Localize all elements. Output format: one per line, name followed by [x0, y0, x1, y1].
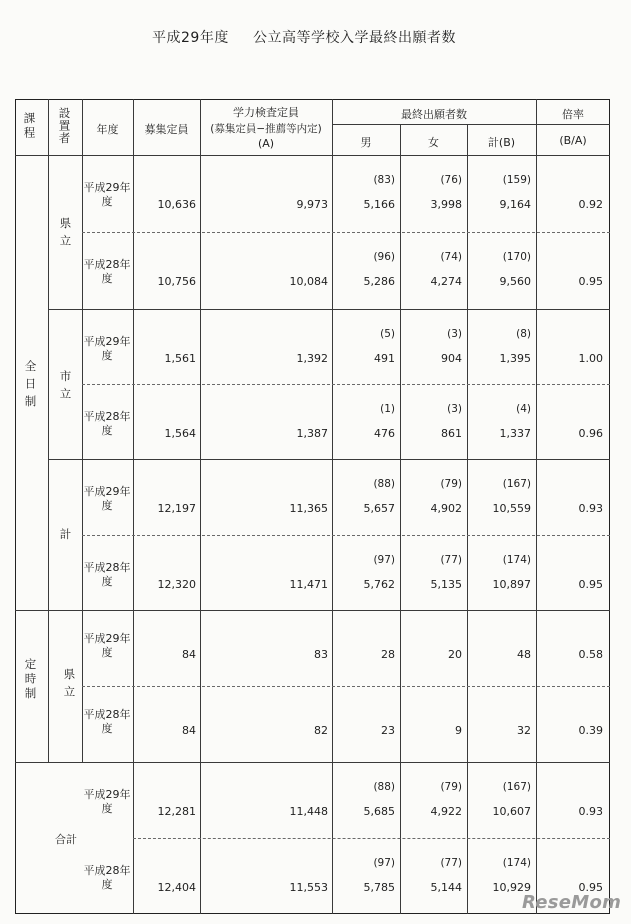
cell-exam-capacity: 10,084	[289, 275, 328, 288]
group-label-grand-total: 合計	[55, 833, 77, 846]
header-ratio: 倍率	[562, 108, 584, 121]
cell-female: 904	[441, 352, 462, 365]
cell-total-recommended: (4)	[516, 403, 531, 415]
cell-exam-capacity: 11,553	[289, 881, 328, 894]
cell-male-recommended: (83)	[373, 174, 395, 186]
cell-ratio: 1.00	[578, 352, 603, 365]
cell-exam-capacity: 82	[314, 724, 328, 737]
row-divider-3	[82, 535, 610, 536]
group-line-1	[48, 309, 610, 310]
cell-capacity: 12,197	[157, 502, 196, 515]
cell-total: 48	[517, 648, 531, 661]
cell-exam-capacity: 11,471	[289, 578, 328, 591]
cell-female: 4,902	[430, 502, 462, 515]
cell-exam-capacity: 9,973	[296, 198, 328, 211]
group-line-3	[15, 610, 610, 611]
row-year: 平成28年度	[83, 864, 131, 891]
cell-ratio: 0.96	[578, 427, 603, 440]
group-line-2	[48, 459, 610, 460]
cell-male: 5,286	[363, 275, 395, 288]
cell-male-recommended: (1)	[380, 403, 395, 415]
col-line-capacity	[200, 99, 201, 914]
row-divider-4	[82, 686, 610, 687]
header-split-line	[332, 124, 610, 125]
cell-female: 5,144	[430, 881, 462, 894]
col-line-male	[400, 124, 401, 914]
cell-male-recommended: (96)	[373, 251, 395, 263]
cell-capacity: 10,756	[157, 275, 196, 288]
cell-ratio: 0.93	[578, 502, 603, 515]
row-year: 平成29年度	[83, 181, 131, 208]
cell-total: 10,607	[492, 805, 531, 818]
cell-male: 5,785	[363, 881, 395, 894]
cell-total-recommended: (174)	[502, 857, 531, 869]
cell-total-recommended: (167)	[502, 781, 531, 793]
title-year: 平成29年度	[152, 30, 229, 46]
row-divider-1	[82, 232, 610, 233]
cell-total-recommended: (170)	[502, 251, 531, 263]
cell-capacity: 12,404	[157, 881, 196, 894]
cell-capacity: 1,564	[164, 427, 196, 440]
header-ratio-formula: (B/A)	[559, 134, 587, 147]
cell-female: 9	[455, 724, 462, 737]
document-title	[0, 27, 631, 47]
cell-ratio: 0.39	[578, 724, 603, 737]
cell-male: 5,685	[363, 805, 395, 818]
cell-capacity: 12,281	[157, 805, 196, 818]
cell-female: 20	[448, 648, 462, 661]
cell-male: 476	[374, 427, 395, 440]
header-year: 年度	[96, 123, 119, 136]
header-exam-capacity: 学力検査定員	[233, 106, 299, 119]
header-course: 課程	[22, 112, 37, 141]
cell-male: 491	[374, 352, 395, 365]
cell-capacity: 12,320	[157, 578, 196, 591]
group-label-zennichi: 全日制	[23, 360, 38, 413]
cell-male: 5,762	[363, 578, 395, 591]
cell-capacity: 84	[182, 724, 196, 737]
cell-total: 9,164	[499, 198, 531, 211]
cell-female-recommended: (3)	[447, 328, 462, 340]
cell-ratio: 0.58	[578, 648, 603, 661]
cell-capacity: 84	[182, 648, 196, 661]
cell-male-recommended: (88)	[373, 781, 395, 793]
col-line-year	[133, 99, 134, 914]
cell-total-recommended: (8)	[516, 328, 531, 340]
founder-label-kenritsu: 県立	[58, 217, 73, 252]
cell-female: 4,922	[430, 805, 462, 818]
founder-label-kei: 計	[58, 528, 73, 543]
cell-capacity: 10,636	[157, 198, 196, 211]
cell-male-recommended: (97)	[373, 554, 395, 566]
cell-female-recommended: (77)	[440, 857, 462, 869]
group-label-teiji: 定時制	[23, 658, 38, 702]
cell-male: 5,657	[363, 502, 395, 515]
cell-female-recommended: (77)	[440, 554, 462, 566]
row-year: 平成28年度	[83, 708, 131, 735]
cell-total-recommended: (167)	[502, 478, 531, 490]
cell-total: 10,559	[492, 502, 531, 515]
cell-total-recommended: (159)	[502, 174, 531, 186]
row-year: 平成28年度	[83, 561, 131, 588]
cell-male-recommended: (5)	[380, 328, 395, 340]
row-year: 平成28年度	[83, 258, 131, 285]
header-bottom-line	[15, 155, 610, 156]
row-year: 平成29年度	[83, 788, 131, 815]
cell-ratio: 0.92	[578, 198, 603, 211]
cell-exam-capacity: 1,387	[296, 427, 328, 440]
cell-exam-capacity: 1,392	[296, 352, 328, 365]
watermark-logo: ReseMom	[522, 892, 622, 913]
cell-female: 861	[441, 427, 462, 440]
cell-exam-capacity: 11,448	[289, 805, 328, 818]
header-total: 計(B)	[487, 136, 516, 149]
cell-male-recommended: (88)	[373, 478, 395, 490]
cell-male: 5,166	[363, 198, 395, 211]
cell-male: 23	[381, 724, 395, 737]
cell-ratio: 0.95	[578, 881, 603, 894]
cell-total: 10,929	[492, 881, 531, 894]
cell-capacity: 1,561	[164, 352, 196, 365]
row-year: 平成29年度	[83, 632, 131, 659]
cell-ratio: 0.95	[578, 578, 603, 591]
cell-female: 5,135	[430, 578, 462, 591]
cell-ratio: 0.95	[578, 275, 603, 288]
col-line-course	[48, 99, 49, 762]
title-text: 公立高等学校入学最終出願者数	[253, 30, 456, 46]
row-year: 平成29年度	[83, 335, 131, 362]
cell-total: 1,395	[499, 352, 531, 365]
row-divider-2	[82, 384, 610, 385]
cell-total: 1,337	[499, 427, 531, 440]
col-line-exam	[332, 99, 333, 914]
header-exam-capacity-note: (募集定員−推薦等内定)	[210, 123, 322, 135]
row-year: 平成28年度	[83, 410, 131, 437]
founder-label-kenritsu-teiji: 県立	[62, 668, 77, 703]
cell-male-recommended: (97)	[373, 857, 395, 869]
cell-female-recommended: (3)	[447, 403, 462, 415]
cell-total: 32	[517, 724, 531, 737]
col-line-female	[467, 124, 468, 914]
row-year: 平成29年度	[83, 485, 131, 512]
header-applicants: 最終出願者数	[401, 108, 467, 121]
cell-exam-capacity: 83	[314, 648, 328, 661]
header-female: 女	[428, 136, 439, 149]
cell-female-recommended: (74)	[440, 251, 462, 263]
cell-total: 10,897	[492, 578, 531, 591]
header-exam-capacity-a: (A)	[257, 137, 275, 150]
founder-label-shiritsu: 市立	[58, 370, 73, 405]
cell-male: 28	[381, 648, 395, 661]
cell-female-recommended: (76)	[440, 174, 462, 186]
cell-female: 4,274	[430, 275, 462, 288]
row-divider-5	[133, 838, 610, 839]
header-capacity: 募集定員	[144, 123, 189, 136]
cell-female-recommended: (79)	[440, 781, 462, 793]
header-male: 男	[360, 136, 372, 149]
cell-female-recommended: (79)	[440, 478, 462, 490]
col-line-total	[536, 99, 537, 914]
group-line-4	[15, 762, 610, 763]
cell-ratio: 0.93	[578, 805, 603, 818]
cell-female: 3,998	[430, 198, 462, 211]
cell-total: 9,560	[499, 275, 531, 288]
cell-exam-capacity: 11,365	[289, 502, 328, 515]
header-founder: 設置者	[57, 107, 72, 145]
cell-total-recommended: (174)	[502, 554, 531, 566]
